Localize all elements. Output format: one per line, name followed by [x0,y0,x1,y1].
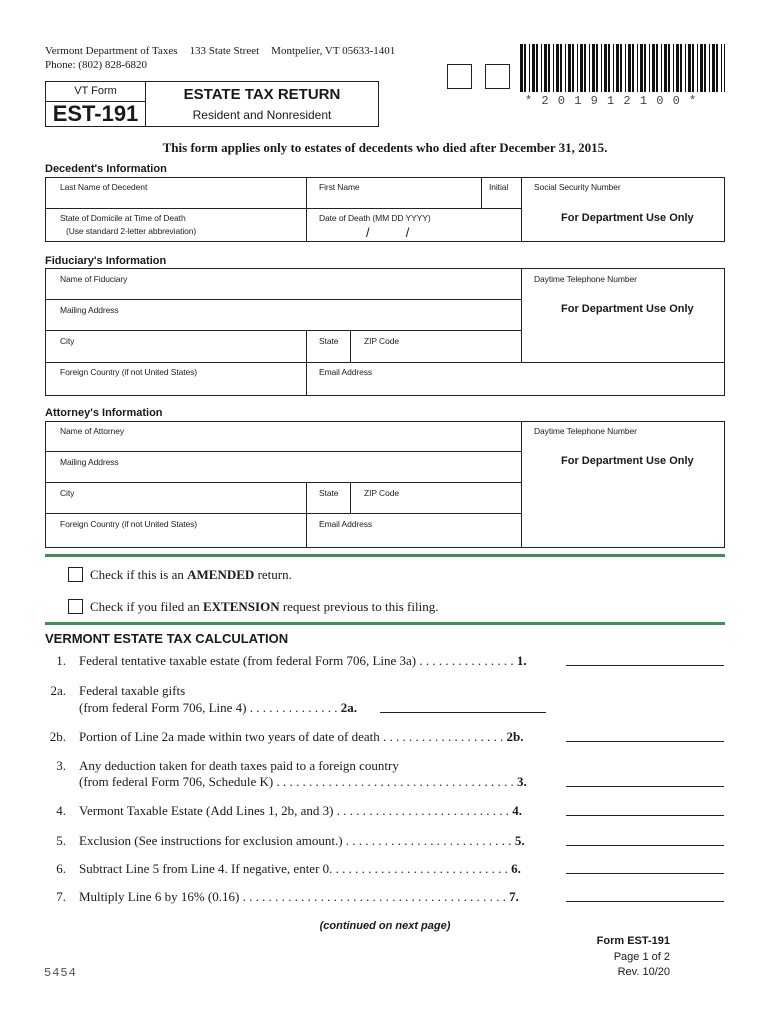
corner-box-2[interactable] [485,64,510,89]
barcode-text: * 2 0 1 9 1 2 1 0 0 * [525,94,698,108]
decedent-date-of-death-field[interactable]: / / [366,225,410,240]
fiduciary-state-label: State [319,336,339,346]
attorney-country-label: Foreign Country (if not United States) [60,519,197,529]
form-title: ESTATE TAX RETURN [183,86,341,103]
line-2a-amount[interactable] [380,699,546,713]
attorney-country-field[interactable] [46,531,305,546]
line-1-number: 1. [56,653,66,668]
attorney-state-label: State [319,488,339,498]
fiduciary-heading: Fiduciary's Information [45,255,167,267]
agency-street: 133 State Street [189,45,260,57]
attorney-name-label: Name of Attorney [60,426,125,436]
form-id-box [45,81,146,127]
fiduciary-address-label: Mailing Address [60,305,119,315]
attorney-zip-label: ZIP Code [364,488,399,498]
decedent-ssn-label: Social Security Number [534,182,621,192]
agency-name: Vermont Department of Taxes [45,45,178,57]
decedent-first-name-label: First Name [319,182,360,192]
fiduciary-dept-use: For Department Use Only [561,303,694,315]
amended-label: Check if this is an AMENDED return. [90,567,292,582]
attorney-city-field[interactable] [46,500,305,512]
decedent-date-of-death-label: Date of Death (MM DD YYYY) [319,213,431,223]
fiduciary-phone-field[interactable] [522,286,724,298]
line-2b-number: 2b. [49,729,66,744]
line-2b-text: Portion of Line 2a made within two years of date of death . . . . . . . . . . . . . . . . . . . 2b. [79,729,524,744]
decedent-dept-use: For Department Use Only [561,212,694,224]
decedent-domicile-note: (Use standard 2-letter abbreviation) [66,226,197,236]
extension-label: Check if you filed an EXTENSION request previous to this filing. [90,599,439,614]
decedent-initial-field[interactable] [482,195,520,207]
line-7-amount[interactable] [566,888,724,902]
line-6-text: Subtract Line 5 from Line 4. If negative, enter 0. . . . . . . . . . . . . . . . . . . . . . . . . . . . 6. [79,861,521,876]
fiduciary-city-field[interactable] [46,348,305,360]
decedent-heading: Decedent's Information [45,163,167,175]
applies-note: This form applies only to estates of decedents who died after December 31, 2015. [162,140,608,155]
line-5-amount[interactable] [566,832,724,846]
attorney-address-label: Mailing Address [60,457,119,467]
footer-rev: Rev. 10/20 [617,966,670,978]
footer-form: Form EST-191 [596,935,670,947]
line-2a-number: 2a. [50,683,66,698]
attorney-heading: Attorney's Information [45,407,163,419]
line-5-number: 5. [56,833,66,848]
line-2a-text1: Federal taxable gifts [79,683,186,698]
fiduciary-name-field[interactable] [46,286,520,298]
fiduciary-email-label: Email Address [319,367,373,377]
decedent-last-name-field[interactable] [46,195,305,207]
decedent-initial-label: Initial [489,182,509,192]
fiduciary-state-field[interactable] [307,348,349,360]
attorney-email-field[interactable] [307,531,520,546]
fiduciary-zip-label: ZIP Code [364,336,399,346]
attorney-dept-use: For Department Use Only [561,455,694,467]
attorney-phone-field[interactable] [522,438,724,450]
line-1-amount[interactable] [566,652,724,666]
decedent-domicile-label: State of Domicile at Time of Death [60,213,186,223]
agency-city: Montpelier, VT 05633-1401 [271,45,396,57]
agency-phone: Phone: (802) 828-6820 [45,59,148,71]
fiduciary-email-field[interactable] [307,380,724,394]
line-3-text: (from federal Form 706, Schedule K) . . . . . . . . . . . . . . . . . . . . . . . . . . . . . . . . . . . . . 3. [79,774,527,789]
line-4-number: 4. [56,803,66,818]
extension-checkbox[interactable] [68,599,83,614]
fiduciary-country-label: Foreign Country (if not United States) [60,367,197,377]
line-1-text: Federal tentative taxable estate (from federal Form 706, Line 3a) . . . . . . . . . . . . . . . 1. [79,653,527,668]
line-7-text: Multiply Line 6 by 16% (0.16) . . . . . . . . . . . . . . . . . . . . . . . . . . . . . . . . . . . . . . . . . 7. [79,889,519,904]
section-divider-2 [45,622,725,625]
line-2a-text: (from federal Form 706, Line 4) . . . . . . . . . . . . . . 2a. [79,700,358,715]
fiduciary-country-field[interactable] [46,380,305,394]
decedent-last-name-label: Last Name of Decedent [60,182,148,192]
form-code: EST-191 [52,101,139,126]
fiduciary-address-field[interactable] [46,317,520,329]
line-4-text: Vermont Taxable Estate (Add Lines 1, 2b, and 3) . . . . . . . . . . . . . . . . . . . . . . . . . . . 4. [79,803,522,818]
line-3-amount[interactable] [566,773,724,787]
form-number-code: 5454 [44,966,77,980]
line-3-number: 3. [56,758,66,773]
fiduciary-phone-label: Daytime Telephone Number [534,274,637,284]
amended-checkbox[interactable] [68,567,83,582]
line-6-amount[interactable] [566,860,724,874]
attorney-address-field[interactable] [46,469,520,481]
corner-box-1[interactable] [447,64,472,89]
form-prefix: VT Form [74,85,117,97]
attorney-zip-field[interactable] [351,500,520,512]
agency-address [45,44,407,58]
form-subtitle: Resident and Nonresident [192,108,332,122]
fiduciary-zip-field[interactable] [351,348,520,360]
line-3-text1: Any deduction taken for death taxes paid to a foreign country [79,758,399,773]
footer-page: Page 1 of 2 [613,951,670,963]
attorney-name-field[interactable] [46,438,520,450]
line-7-number: 7. [56,889,66,904]
barcode [520,44,725,92]
line-6-number: 6. [56,861,66,876]
line-5-text: Exclusion (See instructions for exclusion amount.) . . . . . . . . . . . . . . . . . . . . . . . . . . 5. [79,833,525,848]
section-divider-1 [45,554,725,557]
attorney-phone-label: Daytime Telephone Number [534,426,637,436]
attorney-city-label: City [60,488,75,498]
attorney-email-label: Email Address [319,519,373,529]
calc-heading: VERMONT ESTATE TAX CALCULATION [45,631,289,646]
line-2b-amount[interactable] [566,728,724,742]
fiduciary-name-label: Name of Fiduciary [60,274,128,284]
line-4-amount[interactable] [566,802,724,816]
decedent-ssn-field[interactable] [522,195,724,207]
attorney-state-field[interactable] [307,500,349,512]
continued-note: (continued on next page) [319,920,451,932]
fiduciary-city-label: City [60,336,75,346]
form-title-box [146,81,379,127]
decedent-first-name-field[interactable] [307,195,480,207]
